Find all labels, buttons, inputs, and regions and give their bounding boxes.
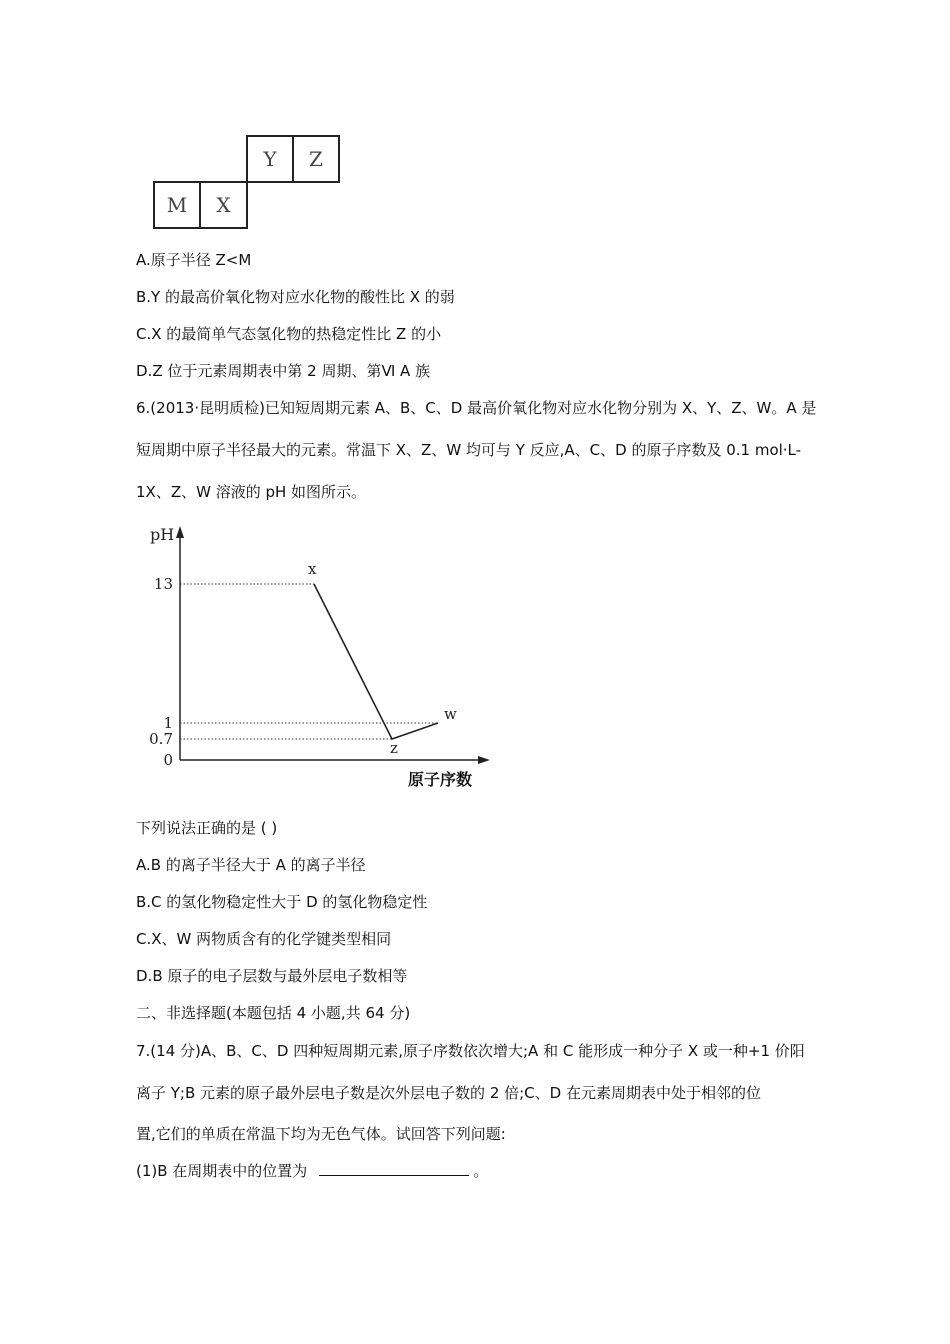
answer-blank[interactable] (319, 1161, 469, 1176)
q5-option-c: C.X 的最简单气态氢化物的热稳定性比 Z 的小 (136, 325, 442, 343)
q5-option-b: B.Y 的最高价氧化物对应水化物的酸性比 X 的弱 (136, 288, 455, 306)
y-tick-label: 1 (163, 714, 173, 732)
y-axis-arrow (176, 526, 184, 538)
ph-series-line (314, 584, 438, 739)
q6-prompt: 下列说法正确的是 ( ) (136, 819, 278, 837)
point-label-w: w (444, 705, 457, 723)
ph-chart (140, 515, 500, 795)
q6-option-c: C.X、W 两物质含有的化学键类型相同 (136, 930, 392, 948)
q6-option-b: B.C 的氢化物稳定性大于 D 的氢化物稳定性 (136, 893, 428, 911)
q7-part1-prefix: (1)B 在周期表中的位置为 (136, 1162, 308, 1180)
y-tick-label: 13 (153, 575, 173, 593)
q6-stem-line2: 短周期中原子半径最大的元素。常温下 X、Z、W 均可与 Y 反应,A、C、D 的原子序数及 0.1 mol·L- (136, 441, 802, 459)
q6-option-d: D.B 原子的电子层数与最外层电子数相等 (136, 967, 408, 985)
q7-part1 (136, 1161, 488, 1181)
q7-part1-suffix: 。 (473, 1162, 489, 1180)
q5-option-a: A.原子半径 Z<M (136, 251, 252, 269)
q7-stem-line2: 离子 Y;B 元素的原子最外层电子数是次外层电子数的 2 倍;C、D 在元素周期表中处于相邻的位 (136, 1084, 761, 1102)
x-axis-label: 原子序数 (408, 770, 473, 789)
y-tick-label: 0 (163, 751, 173, 769)
q7-stem-line3: 置,它们的单质在常温下均为无色气体。试回答下列问题: (136, 1125, 506, 1143)
q6-option-a: A.B 的离子半径大于 A 的离子半径 (136, 856, 366, 874)
point-label-z: z (390, 739, 398, 757)
section-heading: 二、非选择题(本题包括 4 小题,共 64 分) (136, 1004, 411, 1022)
point-label-x: x (308, 560, 317, 578)
y-tick-label: 0.7 (149, 730, 173, 748)
x-axis-arrow (478, 756, 490, 764)
q6-stem-line3: 1X、Z、W 溶液的 pH 如图所示。 (136, 483, 367, 501)
cell-x: X (199, 181, 248, 229)
y-axis-label: pH (150, 525, 175, 544)
q7-stem-line1: 7.(14 分)A、B、C、D 四种短周期元素,原子序数依次增大;A 和 C 能形成一种分子 X 或一种+1 价阳 (136, 1042, 805, 1060)
q5-option-d: D.Z 位于元素周期表中第 2 周期、第Ⅵ A 族 (136, 362, 431, 380)
q6-stem-line1: 6.(2013·昆明质检)已知短周期元素 A、B、C、D 最高价氧化物对应水化物分别为 X、Y、Z、W。A 是 (136, 399, 817, 417)
cell-z: Z (292, 135, 340, 183)
cell-y: Y (246, 135, 294, 183)
cell-m: M (153, 181, 201, 229)
